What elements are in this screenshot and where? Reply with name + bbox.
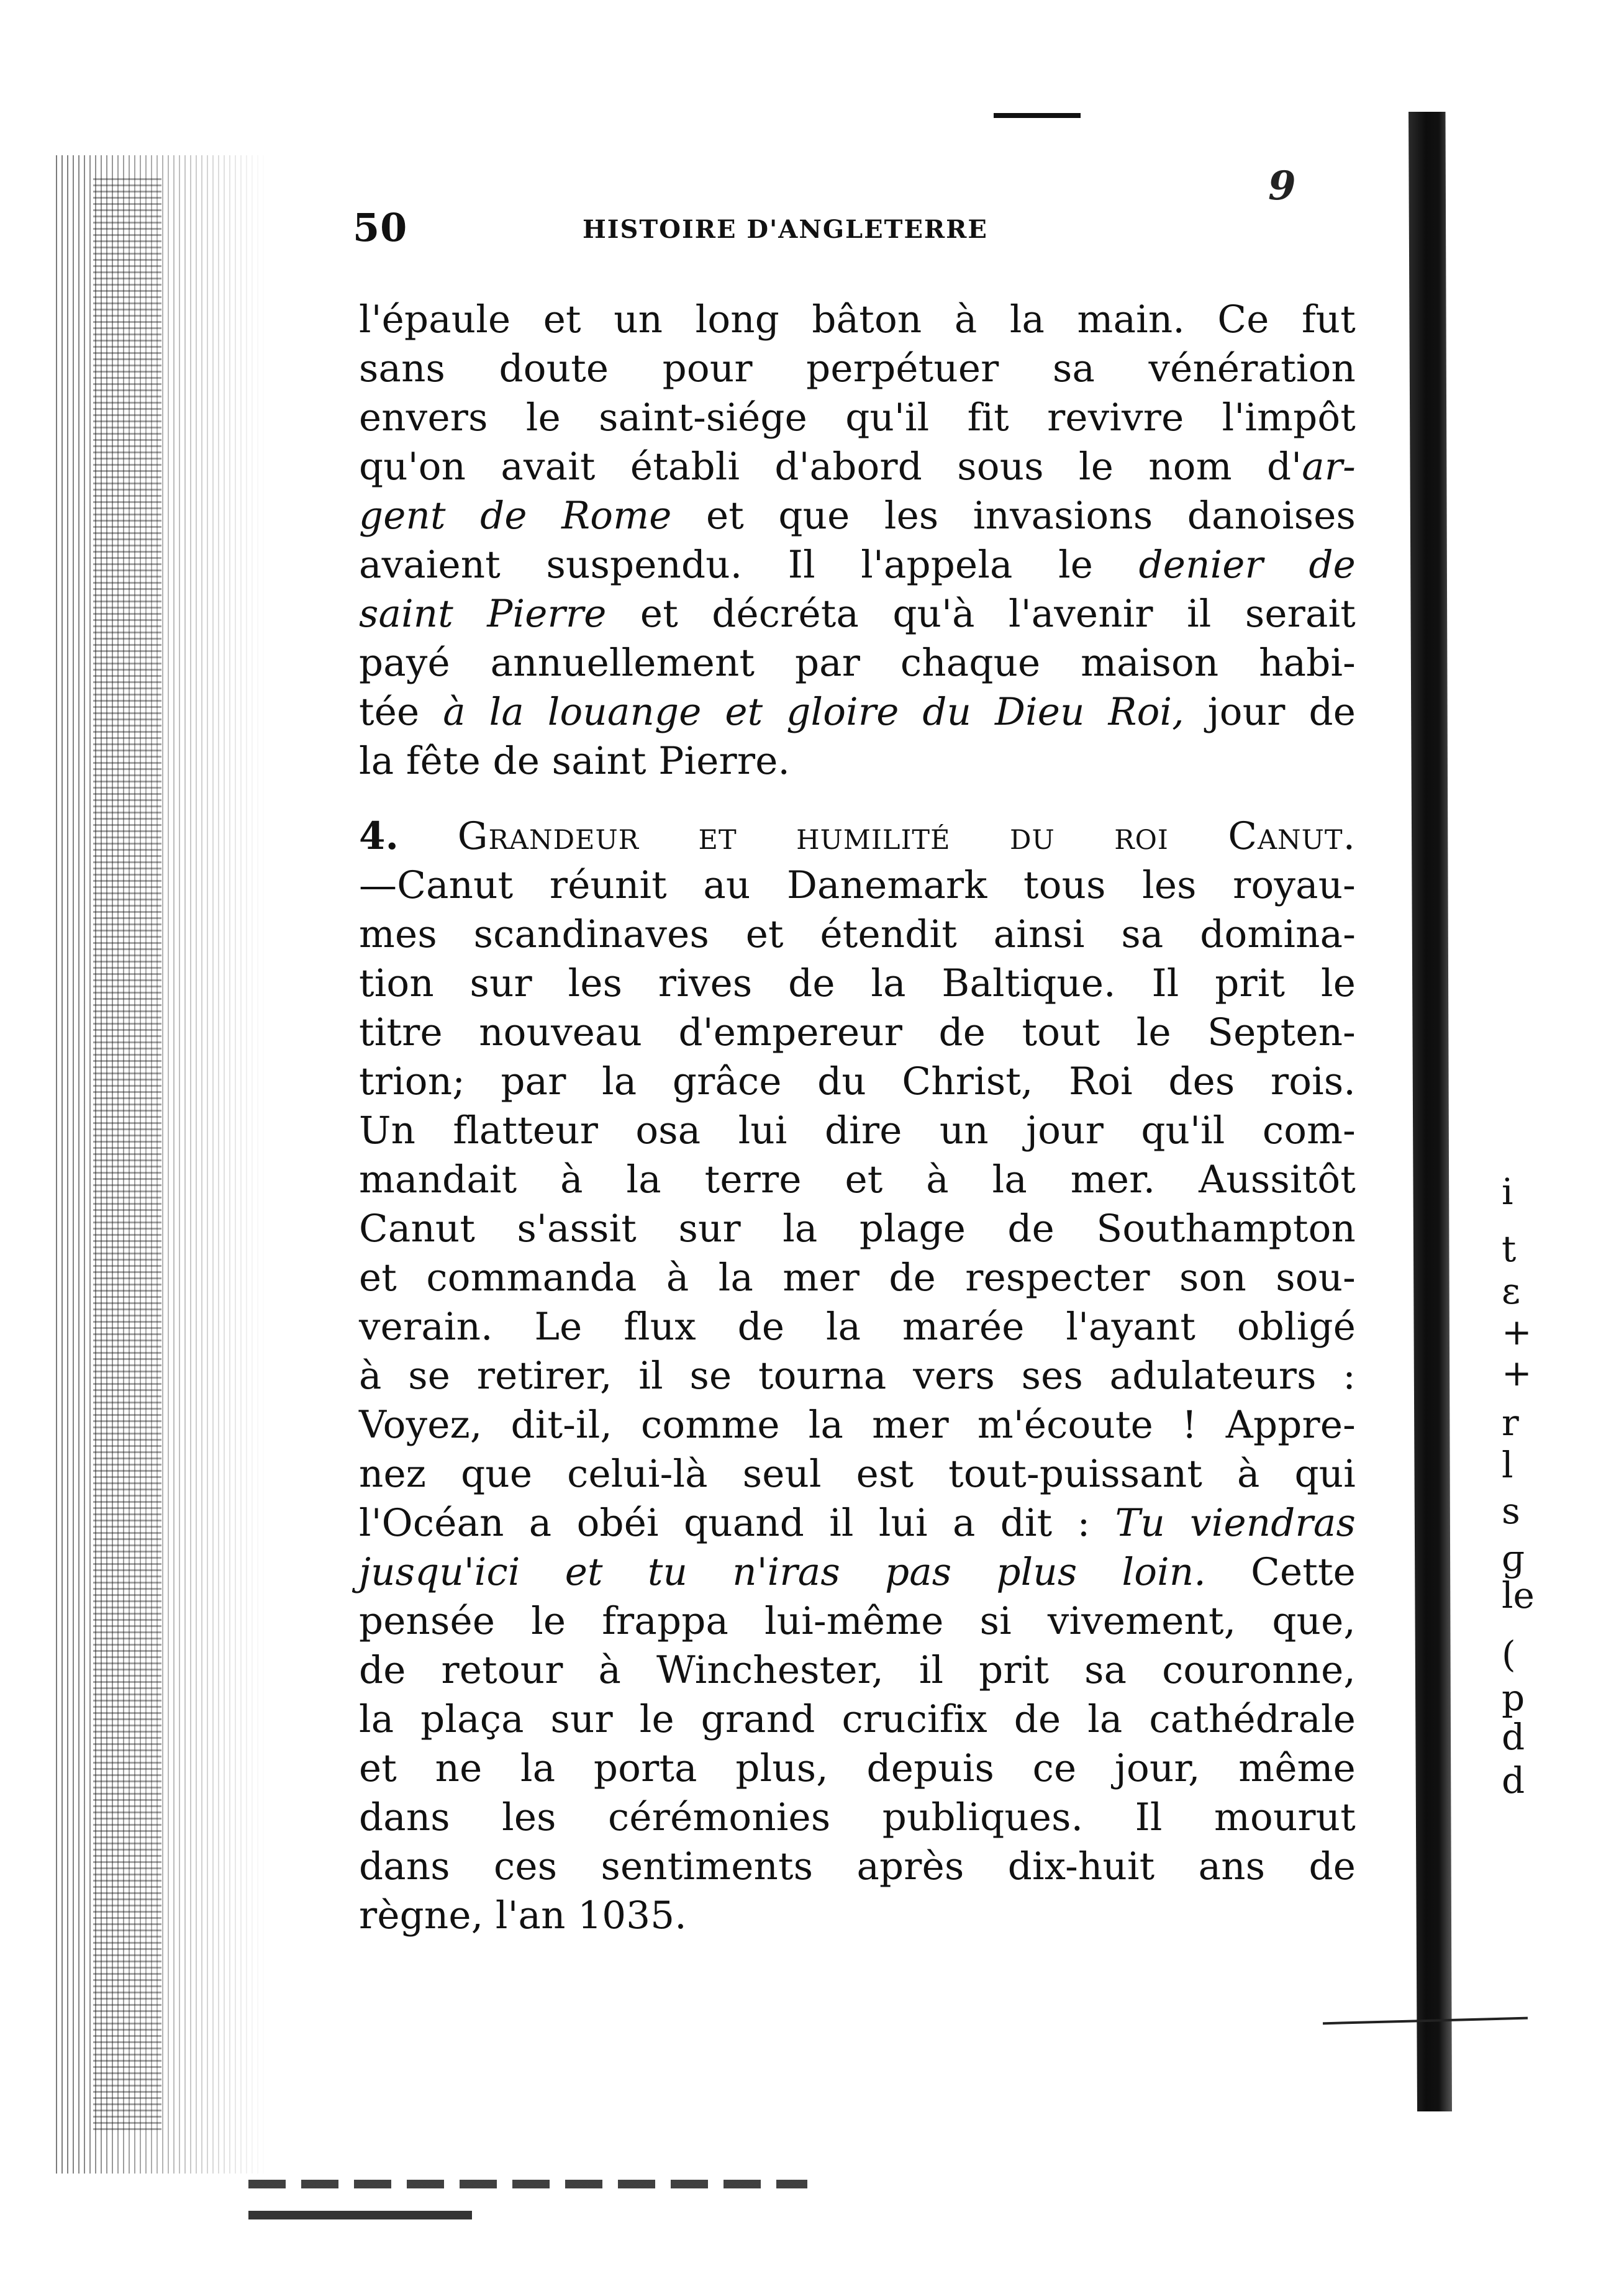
right-page-edge	[1409, 112, 1452, 2111]
paragraph-2	[359, 861, 1356, 1940]
text-run: payé annuellement par chaque maison habi-	[359, 641, 1356, 685]
facing-page-glyph: d	[1502, 1716, 1525, 1758]
text-line	[359, 1106, 1356, 1155]
text-line	[359, 1548, 1356, 1597]
text-run: l'Océan a obéi quand il lui a dit :	[359, 1501, 1115, 1545]
text-line	[359, 959, 1356, 1008]
section-title: Grandeur et humilité du roi Canut.	[457, 814, 1356, 858]
text-line	[359, 861, 1356, 910]
text-run: titre nouveau d'empereur de tout le Septen-	[359, 1010, 1356, 1054]
text-line	[359, 1498, 1356, 1548]
facing-page-glyph: r	[1502, 1402, 1519, 1444]
text-run: la plaça sur le grand crucifix de la cathédrale	[359, 1697, 1356, 1741]
facing-page-glyph: s	[1502, 1490, 1520, 1532]
italic-run: saint Pierre	[359, 592, 607, 636]
text-run: sans doute pour perpétuer sa vénération	[359, 347, 1356, 391]
text-run: et ne la porta plus, depuis ce jour, même	[359, 1746, 1356, 1790]
facing-page-glyph: +	[1502, 1311, 1532, 1353]
text-line	[359, 1155, 1356, 1204]
facing-page-glyph: t	[1502, 1228, 1517, 1270]
text-run: trion; par la grâce du Christ, Roi des rois.	[359, 1059, 1356, 1104]
text-line	[359, 1597, 1356, 1646]
italic-run: ar-	[1302, 445, 1356, 489]
text-line	[359, 1204, 1356, 1253]
text-run: de retour à Winchester, il prit sa couronne,	[359, 1648, 1356, 1692]
text-line	[359, 1400, 1356, 1449]
facing-page-glyph: ɡ	[1502, 1537, 1525, 1579]
text-run: jour de	[1184, 690, 1356, 734]
paragraph-1	[359, 295, 1356, 786]
facing-page-glyph: p	[1502, 1677, 1525, 1719]
text-run: l'épaule et un long bâton à la main. Ce fut	[359, 297, 1356, 342]
binding-gutter	[56, 155, 267, 2174]
text-line	[359, 393, 1356, 442]
text-run: tée	[359, 690, 443, 734]
text-line	[359, 1646, 1356, 1695]
text-run: Un flatteur osa lui dire un jour qu'il com-	[359, 1108, 1356, 1153]
text-run: dans les cérémonies publiques. Il mourut	[359, 1795, 1356, 1839]
text-run: —Canut réunit au Danemark tous les royau-	[359, 863, 1356, 907]
italic-run: Tu viendras	[1115, 1501, 1356, 1545]
text-run: verain. Le flux de la marée l'ayant obligé	[359, 1305, 1356, 1349]
text-run: à se retirer, il se tourna vers ses adulateurs :	[359, 1354, 1356, 1398]
text-run: qu'on avait établi d'abord sous le nom d'	[359, 445, 1302, 489]
corner-ink-mark: 9	[1268, 163, 1296, 209]
text-run: pensée le frappa lui-même si vivement, que,	[359, 1599, 1356, 1643]
text-run: Canut s'assit sur la plage de Southampton	[359, 1207, 1356, 1251]
text-line	[359, 344, 1356, 393]
running-title: HISTOIRE D'ANGLETERRE	[583, 215, 988, 244]
text-line	[359, 442, 1356, 491]
facing-page-glyph: l	[1502, 1444, 1513, 1486]
text-line	[359, 687, 1356, 737]
text-line	[359, 540, 1356, 589]
text-run: Voyez, dit-il, comme la mer m'écoute ! Appre-	[359, 1403, 1356, 1447]
text-line	[359, 910, 1356, 959]
page-body	[359, 295, 1356, 1940]
facing-page-glyph: d	[1502, 1759, 1525, 1802]
text-line	[359, 638, 1356, 687]
bottom-page-edge	[248, 2180, 807, 2188]
text-line	[359, 295, 1356, 344]
text-line	[359, 1793, 1356, 1842]
text-run: dans ces sentiments après dix-huit ans de	[359, 1844, 1356, 1888]
text-run: et décréta qu'à l'avenir il serait	[606, 592, 1356, 636]
facing-page-glyph: le	[1502, 1574, 1535, 1616]
text-run: la fête de saint Pierre.	[359, 739, 791, 783]
text-line	[359, 737, 1356, 786]
text-line	[359, 491, 1356, 540]
text-run: et commanda à la mer de respecter son sou-	[359, 1256, 1356, 1300]
text-line	[359, 1744, 1356, 1793]
text-line	[359, 1302, 1356, 1351]
text-line	[359, 1842, 1356, 1891]
text-line	[359, 1891, 1356, 1940]
text-run: nez que celui-là seul est tout-puissant à qui	[359, 1452, 1356, 1496]
facing-page-glyph: i	[1502, 1171, 1513, 1213]
text-line	[359, 1695, 1356, 1744]
text-run: règne, l'an 1035.	[359, 1893, 687, 1938]
text-run: mandait à la terre et à la mer. Aussitôt	[359, 1158, 1356, 1202]
italic-run: à la louange et gloire du Dieu Roi,	[443, 690, 1184, 734]
text-line	[359, 1008, 1356, 1057]
text-run: et que les invasions danoises	[671, 494, 1356, 538]
facing-page-glyph: +	[1502, 1352, 1532, 1394]
running-head	[353, 205, 1222, 261]
section-number: 4.	[359, 814, 399, 858]
text-line	[359, 1253, 1356, 1302]
italic-run: denier de	[1138, 543, 1356, 587]
text-run: Cette	[1205, 1550, 1356, 1594]
text-run: mes scandinaves et étendit ainsi sa domina-	[359, 912, 1356, 956]
italic-run: gent de Rome	[359, 494, 672, 538]
facing-page-glyph: ε	[1502, 1270, 1521, 1312]
text-line	[359, 1449, 1356, 1498]
page-number: 50	[353, 205, 408, 250]
text-run: tion sur les rives de la Baltique. Il prit le	[359, 961, 1356, 1005]
italic-run: jusqu'ici et tu n'iras pas plus loin.	[359, 1550, 1206, 1594]
text-run: avaient suspendu. Il l'appela le	[359, 543, 1139, 587]
section-heading-line	[359, 812, 1356, 861]
text-line	[359, 589, 1356, 638]
top-edge-mark	[994, 113, 1081, 118]
facing-page-glyph: (	[1502, 1633, 1516, 1675]
binding-gutter-edge	[93, 174, 161, 2130]
bottom-page-edge-shadow	[248, 2211, 472, 2219]
text-run: envers le saint-siége qu'il fit revivre l'impôt	[359, 396, 1356, 440]
text-line	[359, 1351, 1356, 1400]
text-line	[359, 1057, 1356, 1106]
